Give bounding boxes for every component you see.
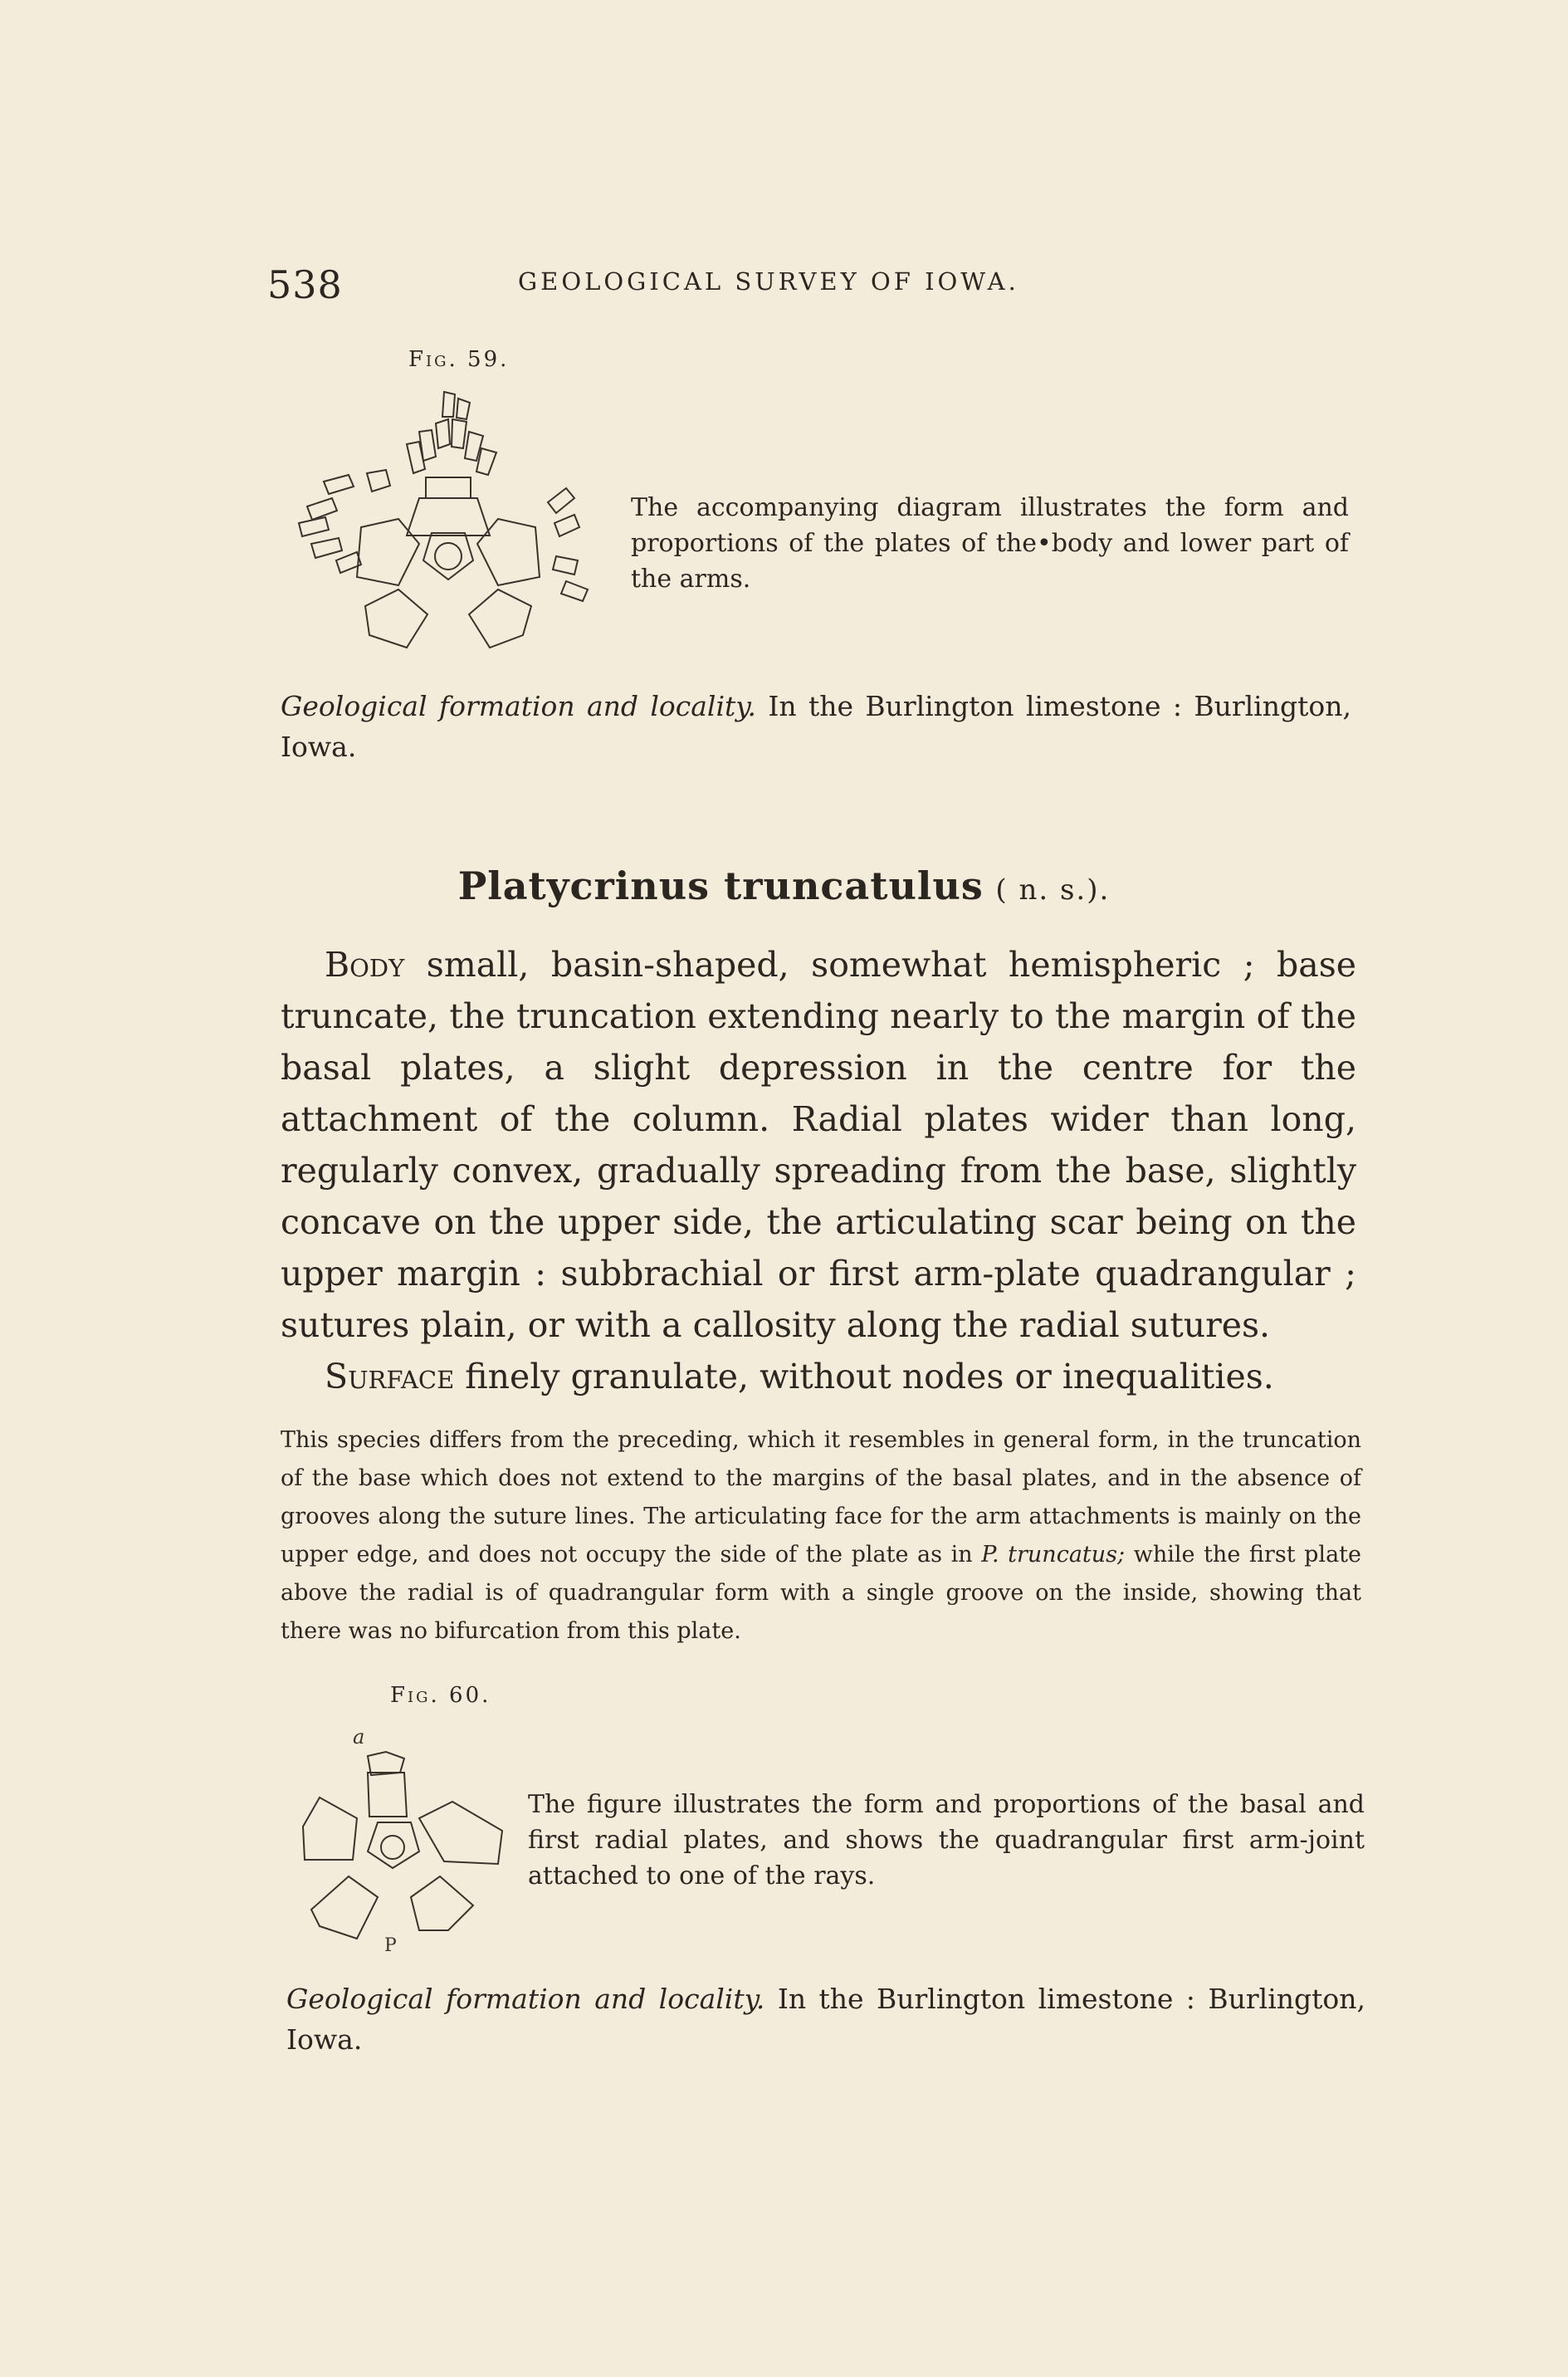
locality-text: In the Burlington limestone : Burlington, Iowa. (286, 1983, 1365, 2056)
locality-text: In the Burlington limestone : Burlington, Iowa. (281, 690, 1351, 763)
locality-label: Geological formation and locality. (286, 1983, 765, 2015)
radial-plate-bottom-right (469, 589, 531, 648)
species-description (281, 939, 1356, 1402)
basal-plate (423, 533, 473, 580)
figure-59-diagram (274, 382, 614, 668)
figure-60-diagram (295, 1719, 515, 1959)
arm-joint (368, 1752, 404, 1775)
letter-p: P (384, 1935, 397, 1956)
species-heading (0, 863, 1568, 908)
figure-60-caption: The figure illustrates the form and proportions of the basal and first radial plates, and shows the quadrangular first arm-joint attached to one of the rays. (528, 1790, 1365, 1890)
running-title: GEOLOGICAL SURVEY OF IOWA. (518, 267, 1019, 296)
species-name: Platycrinus truncatulus (457, 863, 984, 908)
figure-59-label: Fig. 59. (408, 347, 510, 372)
basal-plate (368, 1822, 419, 1868)
radial-plate-left (357, 519, 419, 585)
radial-plate-right (419, 1802, 502, 1864)
radial-plate-top (407, 498, 490, 536)
radial-plate-right (477, 519, 540, 585)
remarks-part2: while the first plate above the radial is of quadrangular form with a single groove on the inside, showing that there was no bifurcation from this plate. (281, 1542, 1361, 1644)
radial-plate-left (303, 1797, 357, 1860)
figure-60-label: Fig. 60. (390, 1683, 491, 1708)
remarks-italic: P. truncatus; (981, 1542, 1126, 1568)
body-lead: Body (325, 945, 405, 985)
arm-top (407, 392, 496, 475)
figure-59-locality (281, 686, 1351, 767)
column-scar (435, 543, 462, 570)
body-text: small, basin-shaped, somewhat hemispheric ; base truncate, the truncation extending nearly to the margin of the basal plates, a slight depression in the centre for the attachment of the column. Radial plates wider than long, regularly convex, gradually spreading from the base, slightly concave on the upper side, the articulating scar being on the upper margin : subbrachial or first arm-plate quadrangular ; sutures plain, or with a callosity along the radial sutures. (281, 945, 1356, 1345)
arm-plate (426, 477, 471, 498)
locality-label: Geological formation and locality. (281, 690, 757, 722)
remarks-paragraph (281, 1421, 1361, 1651)
radial-plate-bottom-left (311, 1876, 378, 1939)
letter-a: a (353, 1725, 365, 1749)
figure-59-caption: The accompanying diagram illustrates the form and proportions of the plates of the•body and lower part of the arms. (631, 493, 1349, 594)
radial-plate-bottom-right (411, 1876, 473, 1930)
radial-plate-bottom-left (365, 589, 427, 648)
remarks-part1: This species differs from the preceding, which it resembles in general form, in the truncation of the base which does not extend to the margins of the basal plates, and in the absence of grooves along the suture lines. The articulating face for the arm attachments is mainly on the upper edge, and does not occupy the side of the plate as in (281, 1427, 1361, 1568)
surface-lead: Surface (325, 1357, 455, 1396)
figure-60-locality (286, 1978, 1365, 2060)
column-scar (381, 1836, 404, 1859)
radial-plate-top (368, 1773, 407, 1817)
anal-plate (367, 470, 390, 492)
arm-right (548, 488, 588, 601)
body-paragraph (281, 939, 1356, 1351)
species-note: ( n. s.). (995, 873, 1111, 907)
page-number: 538 (267, 262, 343, 307)
surface-text: finely granulate, without nodes or inequalities. (454, 1357, 1274, 1396)
arm-left (299, 475, 361, 573)
surface-paragraph (281, 1351, 1356, 1402)
